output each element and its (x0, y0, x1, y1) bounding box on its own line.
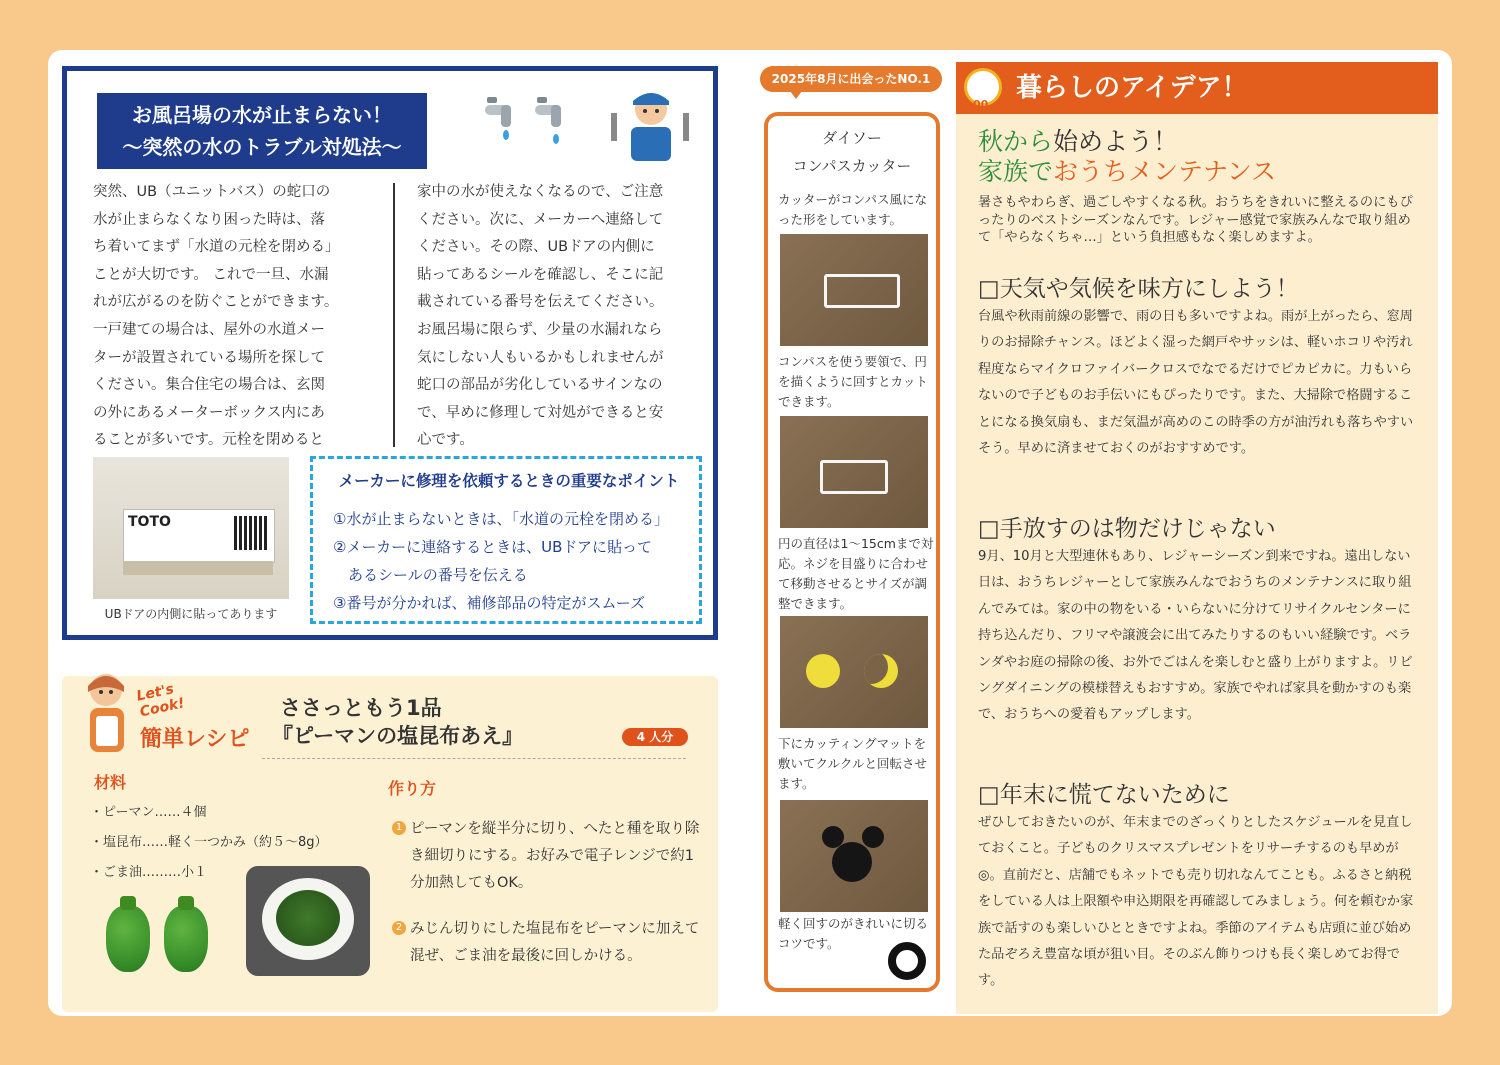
pepper-dish (276, 890, 340, 946)
sub1-part-b: 始めよう！ (1053, 127, 1179, 156)
compass-text-3: 円の直径は1〜15cmまで対応。ネジを目盛りに合わせて移動させるとサイズが調整できます。 (778, 536, 934, 611)
yellow-crescent (864, 654, 898, 688)
water-title-line2: 〜突然の水のトラブル対処法〜 (122, 135, 402, 159)
ideas-header-text: 暮らしのアイデア！ (1016, 73, 1248, 103)
sub1-part-a: 秋から (978, 127, 1054, 156)
ideas-paragraph-1: 台風や秋雨前線の影響で、雨の日も多いですよね。雨が上がったら、窓周りのお掃除チャンス。ほどよく湿った網戸やサッシは、軽いホコリや汚れ程度ならマイクロファイバークロスでなでるだけでピカピカに。力もいらないので子どものお手伝いにもぴったりです。また、大掃除で格闘することになる換気扇も、まだ気温が高めのこの時季の方が油汚れも落ちやすいそう。早めに済ませておくのがおすすめです。 (978, 309, 1414, 457)
step-text: ピーマンを縦半分に切り、へたと種を取り除き細切りにする。お好みで電子レンジで約1分加熱してもOK。 (410, 821, 700, 891)
water-text-col1: 突然、UB（ユニットバス）の蛇口の 水が止まらなくなり困った時は、落 ち着いてまず「水道の元栓を閉める」 ことが大切です。 これで一旦、水漏 れが広がるのを防ぐことができます。 一戸建ての場合は、屋外の水道メー ターが設置されている場所を探して ください。集合住宅の場合は、玄関 の外にあるメーターボックス内にあ ることが多いです。元栓を閉めると (93, 184, 340, 449)
ideas-intro: 暑さもやわらぎ、過ごしやすくなる秋。おうちをきれいに整えるのにもぴったりのベストシーズンなんです。レジャー感覚で家族みんなで取り組めて「やらなくちゃ…」という負担感もなく楽しめますよ。 (978, 195, 1413, 245)
yellow-circle (806, 654, 840, 688)
repair-points-box (310, 456, 702, 624)
points-list: ①水が止まらないときは、「水道の元栓を閉める」 ②メーカーに連絡するときは、UBドアに貼って あるシールの番号を伝える ③番号が分かれば、補修部品の特定がスムーズ (333, 510, 669, 612)
qr-code-icon (234, 516, 268, 550)
serving-badge: 4 人分 (622, 728, 688, 746)
faucet-drip-icon (529, 91, 569, 151)
green-pepper-icon (164, 906, 208, 972)
toto-label-photo (93, 457, 289, 599)
recipe-step-2 (392, 916, 702, 970)
ideas-heading-1: □天気や気候を味方にしよう！ (978, 276, 1299, 302)
cut-circles-photo (780, 616, 928, 728)
water-title-line1: お風呂場の水が止まらない！ (132, 103, 392, 127)
ideas-subtitle2 (978, 156, 1276, 188)
faucet-icon (479, 91, 519, 151)
compass-cutter-section (764, 112, 940, 992)
ideas-paragraph-3: ぜひしておきたいのが、年末までのざっくりとしたスケジュールを見直しておくこと。子どものクリスマスプレゼントをリサーチするのも早めが◎。直前だと、店舗でもネットでも売り切れなんてことも。ふるさと納税をしている人は上限額や申込期限を再確認してみましょう。何を頼むか家族で話すのも楽しいひとときですよね。季節のアイテムも店頭に並び始めた品ぞろえ豊富な頃が狙い目。そのぶん飾りつけも長く楽しめてお得です。 (978, 815, 1414, 989)
no1-tag: 2025年8月に出会ったNO.1 (760, 66, 942, 92)
recipe-heading: 簡単レシピ (140, 727, 250, 752)
compass-text-4: 下にカッティングマットを敷いてクルクルと回転させます。 (778, 736, 928, 791)
sub2-part-a: 家族で (978, 157, 1054, 186)
recipe-title1: ささっともう1品 (280, 696, 442, 720)
ingredients-title: 材料 (94, 773, 127, 792)
recipe-section (62, 676, 718, 1012)
ideas-heading-2: □手放すのは物だけじゃない (978, 516, 1276, 542)
steps-title: 作り方 (388, 779, 437, 798)
toto-brand: TOTO (128, 514, 171, 530)
compass-title-line1: ダイソー (822, 129, 882, 147)
sub2-part-b: おうちメンテナンス (1053, 157, 1277, 186)
ideas-header (956, 62, 1438, 114)
recipe-title2: 『ピーマンの塩昆布あえ』 (272, 724, 524, 748)
lets-cook-label: Let's Cook! (135, 681, 187, 721)
water-trouble-section (62, 66, 718, 640)
step-number: 1 (392, 821, 406, 835)
dish-photo (246, 866, 370, 976)
lightbulb-icon (964, 68, 1002, 111)
compass-text-1: カッターがコンパス風になった形をしています。 (778, 192, 928, 227)
ideas-paragraph-2: 9月、10月と大型連休もあり、レジャーシーズン到来ですね。遠出しない日は、おうちレジャーとして家族みんなでおうちのメンテナンスに取り組んでみては。家の中の物をいる・いらないに分けてリサイクルセンターに持ち込んだり、フリマや譲渡会に出てみたりするのもいい経験です。ベランダやお庭の掃除の後、お外でごはんを楽しむと盛り上がりますよ。リビングダイニングの模様替えもおすすめ。家族でやれば家具を動かすのも楽で、おうちへの愛着もアップします。 (978, 549, 1413, 723)
points-title: メーカーに修理を依頼するときの重要なポイント (338, 472, 680, 490)
ingredients-list: ・ピーマン……４個 ・塩昆布……軽く一つかみ（約５～8g） ・ごま油………小１ (90, 805, 328, 880)
plumber-icon (603, 83, 699, 163)
ideas-subtitle1 (978, 126, 1178, 158)
toto-sticker (123, 509, 275, 563)
compass-text-2: コンパスを使う要領で、円を描くように回すとカットできます。 (778, 354, 928, 409)
step-number: 2 (392, 921, 406, 935)
photo-caption: UBドアの内側に貼ってあります (104, 607, 278, 621)
compass-cutter-photo-2 (780, 416, 928, 528)
water-title (97, 93, 427, 169)
lightbulb-glyph: 00 (973, 98, 989, 111)
compass-text-5: 軽く回すのがきれいに切るコツです。 (778, 916, 929, 951)
step-text: みじん切りにした塩昆布をピーマンに加えて混ぜ、ごま油を最後に回しかける。 (410, 921, 700, 964)
column-divider (393, 183, 395, 447)
mickey-cut-photo (780, 800, 928, 912)
ideas-heading-3: □年末に慌てないために (978, 782, 1230, 808)
recipe-divider (262, 758, 686, 759)
compass-title-line2: コンパスカッター (792, 157, 912, 175)
water-text-col2: 家中の水が使えなくなるので、ご注意 ください。次に、メーカーへ連絡して ください。その際、UBドアの内側に 貼ってあるシールを確認し、そこに記 載されている番号を伝えてください。 お風呂場に限らず、少量の水漏れなら 気にしない人もいるかもしれませんが 蛇口の部品が劣化しているサインなの で、早めに修理して対処ができると安 心です。 (417, 184, 664, 449)
black-ring-icon (888, 942, 926, 980)
cook-woman-icon (72, 668, 142, 754)
toto-base (123, 561, 273, 575)
life-ideas-section (956, 62, 1438, 1014)
recipe-step-1 (392, 816, 702, 897)
compass-cutter-photo-1 (780, 234, 928, 346)
green-pepper-icon (106, 906, 150, 972)
compass-title (768, 124, 936, 180)
